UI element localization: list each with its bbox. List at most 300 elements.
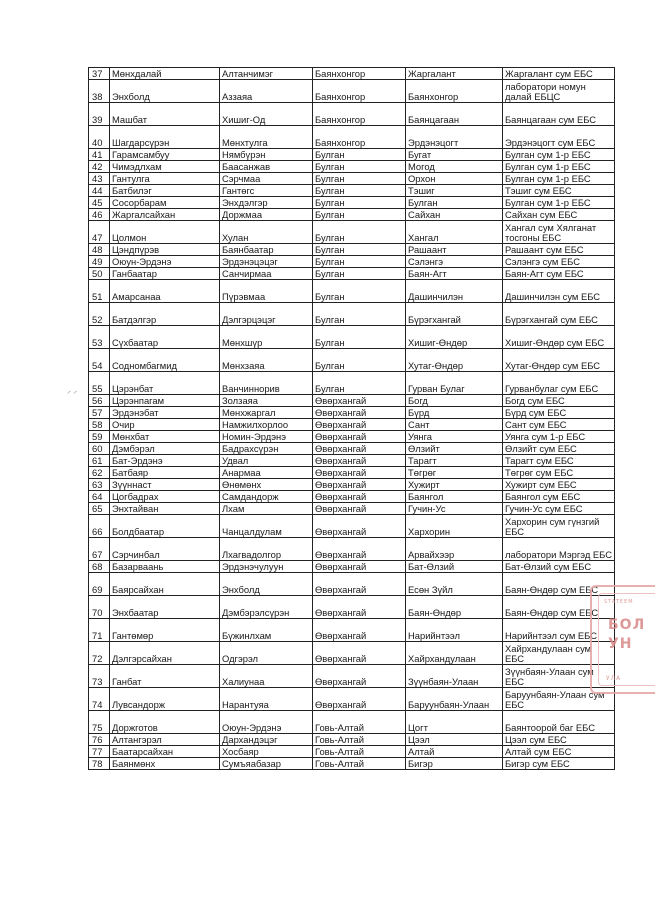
cell-parent-name: Мөнхжаргал — [220, 407, 313, 419]
cell-name: Мөнхдалай — [110, 68, 220, 80]
cell-name: Энхболд — [110, 80, 220, 103]
cell-number: 72 — [89, 642, 110, 665]
cell-aimag: Булган — [313, 173, 406, 185]
cell-school: Баян-Агт сум ЕБС — [503, 268, 615, 280]
cell-soum: Баянгол — [406, 491, 503, 503]
cell-school: Цээл сум ЕБС — [503, 734, 615, 746]
cell-aimag: Булган — [313, 161, 406, 173]
cell-aimag: Булган — [313, 256, 406, 268]
cell-name: Гантөмөр — [110, 619, 220, 642]
cell-number: 45 — [89, 197, 110, 209]
official-stamp — [590, 585, 655, 694]
cell-aimag: Өвөрхангай — [313, 431, 406, 443]
cell-name: Энхтайван — [110, 503, 220, 515]
cell-number: 43 — [89, 173, 110, 185]
cell-soum: Бат-Өлзий — [406, 561, 503, 573]
cell-parent-name: Ванчиннорив — [220, 372, 313, 395]
table-row — [89, 642, 615, 665]
cell-name: Мөнхбат — [110, 431, 220, 443]
cell-parent-name: Намжилхорлоо — [220, 419, 313, 431]
cell-name: Баянмөнх — [110, 758, 220, 770]
cell-aimag: Өвөрхангай — [313, 419, 406, 431]
cell-school: Сайхан сум ЕБС — [503, 209, 615, 221]
cell-number: 54 — [89, 349, 110, 372]
cell-soum: Баян-Агт — [406, 268, 503, 280]
table-row — [89, 372, 615, 395]
cell-name: Доржготов — [110, 711, 220, 734]
table-row — [89, 326, 615, 349]
cell-number: 41 — [89, 149, 110, 161]
cell-school: Эрдэнэцогт сум ЕБС — [503, 126, 615, 149]
cell-number: 60 — [89, 443, 110, 455]
stamp-bottom-text: УЛА — [606, 675, 622, 682]
cell-school: Гурванбулаг сум ЕБС — [503, 372, 615, 395]
cell-soum: Жаргалант — [406, 68, 503, 80]
cell-aimag: Булган — [313, 209, 406, 221]
table-row — [89, 443, 615, 455]
table-row — [89, 711, 615, 734]
cell-parent-name: Удвал — [220, 455, 313, 467]
table-row — [89, 758, 615, 770]
cell-soum: Сант — [406, 419, 503, 431]
cell-number: 51 — [89, 280, 110, 303]
cell-number: 48 — [89, 244, 110, 256]
table-row — [89, 197, 615, 209]
cell-number: 73 — [89, 665, 110, 688]
cell-aimag: Баянхонгор — [313, 126, 406, 149]
cell-number: 52 — [89, 303, 110, 326]
cell-name: Жаргалсайхан — [110, 209, 220, 221]
cell-aimag: Булган — [313, 326, 406, 349]
cell-soum: Хужирт — [406, 479, 503, 491]
cell-parent-name: Хишиг-Од — [220, 103, 313, 126]
cell-name: Зүүннаст — [110, 479, 220, 491]
stamp-top-text: STATEEM — [604, 599, 634, 605]
cell-aimag: Өвөрхангай — [313, 491, 406, 503]
cell-school: Уянга сум 1-р ЕБС — [503, 431, 615, 443]
cell-parent-name: Оюун-Эрдэнэ — [220, 711, 313, 734]
table-row — [89, 126, 615, 149]
cell-aimag: Булган — [313, 221, 406, 244]
table-row — [89, 149, 615, 161]
cell-aimag: Өвөрхангай — [313, 479, 406, 491]
cell-aimag: Булган — [313, 185, 406, 197]
cell-parent-name: Баасанжав — [220, 161, 313, 173]
cell-number: 74 — [89, 688, 110, 711]
cell-school: Бат-Өлзий сум ЕБС — [503, 561, 615, 573]
cell-school: Сэлэнгэ сум ЕБС — [503, 256, 615, 268]
table-row — [89, 573, 615, 596]
cell-soum: Алтай — [406, 746, 503, 758]
cell-number: 39 — [89, 103, 110, 126]
cell-number: 64 — [89, 491, 110, 503]
cell-parent-name: Дэлгэрцэцэг — [220, 303, 313, 326]
cell-parent-name: Мөнхшүр — [220, 326, 313, 349]
cell-name: Базарваань — [110, 561, 220, 573]
cell-number: 69 — [89, 573, 110, 596]
cell-name: Гарамсамбуу — [110, 149, 220, 161]
cell-number: 42 — [89, 161, 110, 173]
table-row — [89, 395, 615, 407]
cell-soum: Тарагт — [406, 455, 503, 467]
cell-name: Цэрэнбат — [110, 372, 220, 395]
cell-soum: Баянцагаан — [406, 103, 503, 126]
cell-parent-name: Номин-Эрдэнэ — [220, 431, 313, 443]
table-body — [89, 68, 615, 770]
cell-name: Батбаяр — [110, 467, 220, 479]
cell-soum: Хархорин — [406, 515, 503, 538]
cell-soum: Бүрэгхангай — [406, 303, 503, 326]
cell-number: 38 — [89, 80, 110, 103]
cell-number: 61 — [89, 455, 110, 467]
cell-soum: Бүрд — [406, 407, 503, 419]
table-row — [89, 103, 615, 126]
table-row — [89, 746, 615, 758]
cell-number: 56 — [89, 395, 110, 407]
cell-soum: Цээл — [406, 734, 503, 746]
cell-soum: Хутаг-Өндөр — [406, 349, 503, 372]
cell-number: 40 — [89, 126, 110, 149]
cell-school: Өлзийт сум ЕБС — [503, 443, 615, 455]
cell-parent-name: Мөнхтулга — [220, 126, 313, 149]
table-row — [89, 268, 615, 280]
cell-name: Цолмон — [110, 221, 220, 244]
cell-name: Сэрчинбал — [110, 538, 220, 561]
cell-school: Тарагт сум ЕБС — [503, 455, 615, 467]
cell-parent-name: Доржмаа — [220, 209, 313, 221]
cell-parent-name: Эрдэнэчулуун — [220, 561, 313, 573]
cell-number: 71 — [89, 619, 110, 642]
cell-school: Баянцагаан сум ЕБС — [503, 103, 615, 126]
cell-school: лаборатори Мэргэд ЕБС — [503, 538, 615, 561]
cell-name: Лувсандорж — [110, 688, 220, 711]
cell-soum: Бугат — [406, 149, 503, 161]
table-row — [89, 80, 615, 103]
table-row — [89, 734, 615, 746]
table-row — [89, 68, 615, 80]
cell-school: Хангал сум Хялганат тосгоны ЕБС — [503, 221, 615, 244]
cell-aimag: Өвөрхангай — [313, 561, 406, 573]
cell-soum: Хангал — [406, 221, 503, 244]
cell-soum: Рашаант — [406, 244, 503, 256]
cell-number: 62 — [89, 467, 110, 479]
table-row — [89, 407, 615, 419]
cell-number: 78 — [89, 758, 110, 770]
cell-parent-name: Дархандэцэг — [220, 734, 313, 746]
cell-number: 63 — [89, 479, 110, 491]
cell-school: Зүүнбаян-Улаан сум ЕБС — [503, 665, 615, 688]
cell-number: 70 — [89, 596, 110, 619]
cell-parent-name: Энхболд — [220, 573, 313, 596]
cell-aimag: Өвөрхангай — [313, 407, 406, 419]
cell-number: 67 — [89, 538, 110, 561]
cell-school: Төгрөг сум ЕБС — [503, 467, 615, 479]
cell-aimag: Өвөрхангай — [313, 467, 406, 479]
cell-parent-name: Чанцалдулам — [220, 515, 313, 538]
cell-school: Хишиг-Өндөр сум ЕБС — [503, 326, 615, 349]
cell-number: 68 — [89, 561, 110, 573]
table-row — [89, 303, 615, 326]
cell-name: Машбат — [110, 103, 220, 126]
cell-parent-name: Самдандорж — [220, 491, 313, 503]
cell-parent-name: Лхагвадолгор — [220, 538, 313, 561]
cell-name: Бат-Эрдэнэ — [110, 455, 220, 467]
cell-parent-name: Алтанчимэг — [220, 68, 313, 80]
cell-aimag: Булган — [313, 268, 406, 280]
cell-soum: Сайхан — [406, 209, 503, 221]
cell-number: 66 — [89, 515, 110, 538]
cell-aimag: Өвөрхангай — [313, 596, 406, 619]
cell-aimag: Баянхонгор — [313, 68, 406, 80]
cell-school: Бигэр сум ЕБС — [503, 758, 615, 770]
table-row — [89, 538, 615, 561]
cell-school: Хутаг-Өндөр сум ЕБС — [503, 349, 615, 372]
cell-name: Алтангэрэл — [110, 734, 220, 746]
cell-school: Богд сум ЕБС — [503, 395, 615, 407]
cell-soum: Цогт — [406, 711, 503, 734]
cell-name: Ганбат — [110, 665, 220, 688]
cell-aimag: Баянхонгор — [313, 103, 406, 126]
cell-parent-name: Гантөгс — [220, 185, 313, 197]
cell-parent-name: Золзаяа — [220, 395, 313, 407]
cell-name: Гантулга — [110, 173, 220, 185]
cell-soum: Булган — [406, 197, 503, 209]
cell-school: Булган сум 1-р ЕБС — [503, 197, 615, 209]
cell-school: Нарийнтээл сум ЕБС — [503, 619, 615, 642]
table-row — [89, 515, 615, 538]
cell-name: Очир — [110, 419, 220, 431]
cell-name: Дэлгэрсайхан — [110, 642, 220, 665]
table-row — [89, 561, 615, 573]
cell-soum: Нарийнтээл — [406, 619, 503, 642]
cell-school: Баян-Өндөр сум ЕБС — [503, 573, 615, 596]
cell-aimag: Өвөрхангай — [313, 395, 406, 407]
cell-parent-name: Сумъяабазар — [220, 758, 313, 770]
student-list-table — [88, 67, 615, 770]
table-row — [89, 161, 615, 173]
cell-soum: Богд — [406, 395, 503, 407]
cell-number: 53 — [89, 326, 110, 349]
cell-school: Булган сум 1-р ЕБС — [503, 161, 615, 173]
cell-soum: Тэшиг — [406, 185, 503, 197]
cell-aimag: Өвөрхангай — [313, 503, 406, 515]
cell-parent-name: Пүрэвмаа — [220, 280, 313, 303]
cell-soum: Бигэр — [406, 758, 503, 770]
cell-soum: Баянхонгор — [406, 80, 503, 103]
cell-parent-name: Бадрахсүрэн — [220, 443, 313, 455]
cell-parent-name: Халиунаа — [220, 665, 313, 688]
cell-parent-name: Эрдэнэцэцэг — [220, 256, 313, 268]
cell-number: 55 — [89, 372, 110, 395]
cell-name: Амарсанаа — [110, 280, 220, 303]
cell-name: Шагдарсүрэн — [110, 126, 220, 149]
cell-aimag: Говь-Алтай — [313, 758, 406, 770]
cell-number: 44 — [89, 185, 110, 197]
stamp-line-1: БОЛ — [608, 617, 646, 633]
cell-school: Баян-Өндөр сум ЕБС — [503, 596, 615, 619]
cell-number: 57 — [89, 407, 110, 419]
cell-school: Баруунбаян-Улаан сум ЕБС — [503, 688, 615, 711]
cell-soum: Баруунбаян-Улаан — [406, 688, 503, 711]
cell-parent-name: Одгэрэл — [220, 642, 313, 665]
cell-aimag: Говь-Алтай — [313, 734, 406, 746]
cell-number: 77 — [89, 746, 110, 758]
cell-soum: Төгрөг — [406, 467, 503, 479]
cell-soum: Баян-Өндөр — [406, 596, 503, 619]
cell-school: Гучин-Ус сум ЕБС — [503, 503, 615, 515]
cell-parent-name: Өнөмөнх — [220, 479, 313, 491]
cell-name: Дэмбэрэл — [110, 443, 220, 455]
cell-aimag: Өвөрхангай — [313, 642, 406, 665]
cell-parent-name: Лхам — [220, 503, 313, 515]
cell-number: 59 — [89, 431, 110, 443]
cell-name: Цэндпүрэв — [110, 244, 220, 256]
cell-school: Булган сум 1-р ЕБС — [503, 149, 615, 161]
cell-soum: Хишиг-Өндөр — [406, 326, 503, 349]
table-row — [89, 256, 615, 268]
cell-name: Содномбагмид — [110, 349, 220, 372]
cell-aimag: Өвөрхангай — [313, 515, 406, 538]
cell-name: Батбилэг — [110, 185, 220, 197]
cell-soum: Дашинчилэн — [406, 280, 503, 303]
cell-name: Болдбаатар — [110, 515, 220, 538]
cell-aimag: Булган — [313, 149, 406, 161]
cell-school: Сант сум ЕБС — [503, 419, 615, 431]
cell-name: Оюун-Эрдэнэ — [110, 256, 220, 268]
stamp-line-2: УН — [608, 636, 633, 652]
cell-aimag: Баянхонгор — [313, 80, 406, 103]
cell-number: 46 — [89, 209, 110, 221]
table-row — [89, 455, 615, 467]
cell-parent-name: Нарантуяа — [220, 688, 313, 711]
margin-mark: ⸝ ⸝ — [67, 386, 78, 395]
cell-school: Баянтоорой баг ЕБС — [503, 711, 615, 734]
table-row — [89, 431, 615, 443]
cell-parent-name: Дэмбэрэлсүрэн — [220, 596, 313, 619]
table-row — [89, 185, 615, 197]
cell-soum: Сэлэнгэ — [406, 256, 503, 268]
cell-aimag: Өвөрхангай — [313, 573, 406, 596]
cell-school: Бүрэгхангай сум ЕБС — [503, 303, 615, 326]
cell-soum: Хайрхандулаан — [406, 642, 503, 665]
cell-school: Хайрхандулаан сум ЕБС — [503, 642, 615, 665]
cell-soum: Уянга — [406, 431, 503, 443]
cell-school: Хархорин сум гүнзгий ЕБС — [503, 515, 615, 538]
cell-parent-name: Санчирмаа — [220, 268, 313, 280]
cell-number: 65 — [89, 503, 110, 515]
cell-school: Жаргалант сум ЕБС — [503, 68, 615, 80]
cell-aimag: Булган — [313, 280, 406, 303]
cell-parent-name: Аззаяа — [220, 80, 313, 103]
cell-aimag: Өвөрхангай — [313, 665, 406, 688]
cell-aimag: Говь-Алтай — [313, 746, 406, 758]
cell-parent-name: Хулан — [220, 221, 313, 244]
cell-number: 49 — [89, 256, 110, 268]
cell-name: Эрдэнэбат — [110, 407, 220, 419]
cell-aimag: Өвөрхангай — [313, 538, 406, 561]
table-row — [89, 280, 615, 303]
cell-parent-name: Нямбүрэн — [220, 149, 313, 161]
table-row — [89, 244, 615, 256]
table-row — [89, 479, 615, 491]
cell-name: Энхбаатар — [110, 596, 220, 619]
cell-aimag: Булган — [313, 303, 406, 326]
cell-name: Цэрэнпагам — [110, 395, 220, 407]
cell-school: Тэшиг сум ЕБС — [503, 185, 615, 197]
cell-name: Сүхбаатар — [110, 326, 220, 349]
table-row — [89, 503, 615, 515]
table-row — [89, 491, 615, 503]
cell-number: 37 — [89, 68, 110, 80]
cell-school: лаборатори номун далай ЕБЦС — [503, 80, 615, 103]
cell-aimag: Өвөрхангай — [313, 688, 406, 711]
cell-name: Батдэлгэр — [110, 303, 220, 326]
cell-soum: Өлзийт — [406, 443, 503, 455]
cell-soum: Есөн Зүйл — [406, 573, 503, 596]
cell-parent-name: Хосбаяр — [220, 746, 313, 758]
cell-name: Чимэдлхам — [110, 161, 220, 173]
table-row — [89, 688, 615, 711]
cell-parent-name: Мөнхзаяа — [220, 349, 313, 372]
cell-parent-name: Энхдэлгэр — [220, 197, 313, 209]
cell-aimag: Говь-Алтай — [313, 711, 406, 734]
cell-aimag: Булган — [313, 349, 406, 372]
cell-name: Баярсайхан — [110, 573, 220, 596]
table-row — [89, 665, 615, 688]
cell-number: 75 — [89, 711, 110, 734]
cell-soum: Орхон — [406, 173, 503, 185]
cell-school: Баянгол сум ЕБС — [503, 491, 615, 503]
cell-school: Дашинчилэн сум ЕБС — [503, 280, 615, 303]
cell-school: Алтай сум ЕБС — [503, 746, 615, 758]
cell-number: 58 — [89, 419, 110, 431]
table-row — [89, 349, 615, 372]
table-row — [89, 596, 615, 619]
cell-number: 76 — [89, 734, 110, 746]
table-row — [89, 221, 615, 244]
cell-school: Булган сум 1-р ЕБС — [503, 173, 615, 185]
cell-aimag: Булган — [313, 197, 406, 209]
cell-school: Хужирт сум ЕБС — [503, 479, 615, 491]
cell-number: 47 — [89, 221, 110, 244]
cell-school: Рашаант сум ЕБС — [503, 244, 615, 256]
cell-aimag: Булган — [313, 244, 406, 256]
cell-number: 50 — [89, 268, 110, 280]
cell-aimag: Булган — [313, 372, 406, 395]
cell-aimag: Өвөрхангай — [313, 443, 406, 455]
cell-soum: Эрдэнэцогт — [406, 126, 503, 149]
cell-name: Цогбадрах — [110, 491, 220, 503]
cell-parent-name: Бүжинлхам — [220, 619, 313, 642]
cell-name: Ганбаатар — [110, 268, 220, 280]
cell-parent-name: Анармаа — [220, 467, 313, 479]
cell-aimag: Өвөрхангай — [313, 455, 406, 467]
table-row — [89, 173, 615, 185]
cell-name: Баатарсайхан — [110, 746, 220, 758]
cell-soum: Арвайхээр — [406, 538, 503, 561]
cell-soum: Могод — [406, 161, 503, 173]
cell-soum: Гучин-Ус — [406, 503, 503, 515]
cell-name: Сосорбарам — [110, 197, 220, 209]
table-row — [89, 619, 615, 642]
cell-parent-name: Сэрчмаа — [220, 173, 313, 185]
cell-soum: Гурван Булаг — [406, 372, 503, 395]
cell-soum: Зүүнбаян-Улаан — [406, 665, 503, 688]
table-row — [89, 209, 615, 221]
table-row — [89, 467, 615, 479]
cell-school: Бүрд сум ЕБС — [503, 407, 615, 419]
table-row — [89, 419, 615, 431]
